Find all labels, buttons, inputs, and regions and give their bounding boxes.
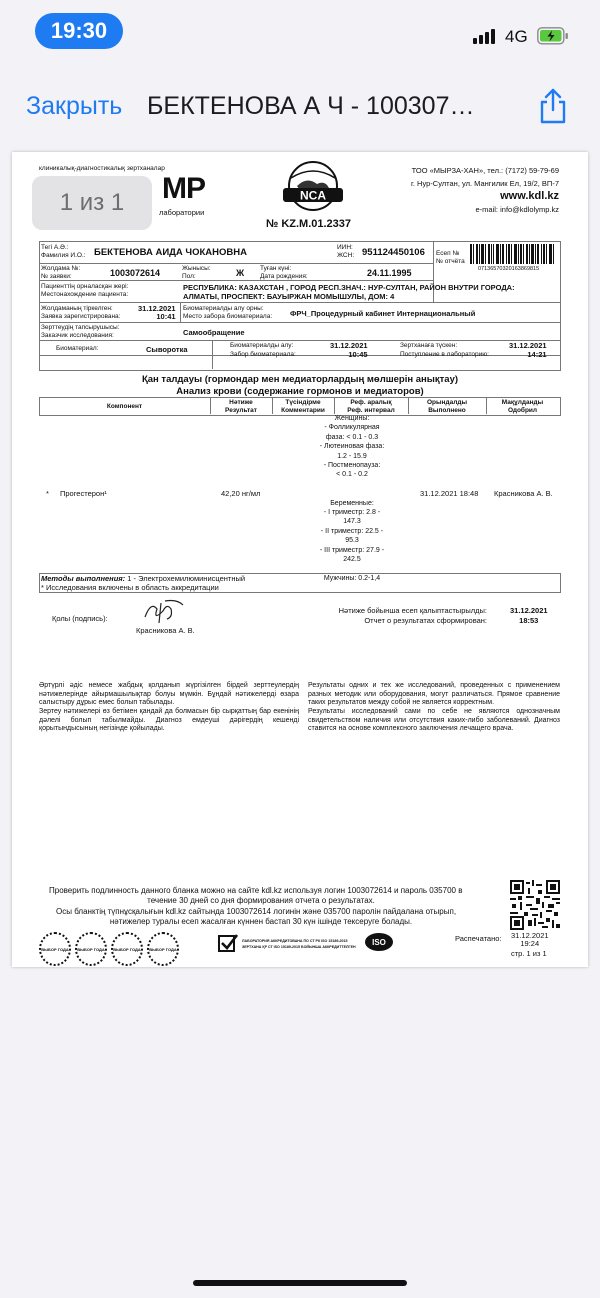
received-datetime: 31.12.2021 14:21: [509, 341, 547, 359]
reference-line: - Постменопауза:: [323, 462, 381, 470]
disclaimer-kz-1: Әртүрлі әдіс немесе жабдық қолданып жүргізілген бірдей зерттеулердің нәтижелерінде айырмашылықтар болуы мүмкін. Бұндай нәтижелерді өзара салыстыру дұрыс емес болып табылады.: [39, 682, 299, 707]
reference-line: - III триместр: 27.9 -: [319, 546, 385, 554]
award-badge-icon: ВЫБОР ГОДА: [147, 932, 179, 966]
document-page: [12, 152, 588, 967]
registered-datetime: 31.12.2021 10:41: [138, 304, 176, 321]
row-done: 31.12.2021 18:48: [420, 489, 479, 498]
verify-ru-line2: течение 30 дней со дня формирования отчета о результатах.: [147, 896, 375, 905]
reference-line: Мужчины: 0.2-1,4: [323, 574, 381, 582]
disclaimer-ru-2: Результаты исследований сами по себе не являются однозначным свидетельством наличия или отсутствия каких-либо заболеваний. Диагноз ставится на основе комплексного заключения лечащего врача.: [308, 708, 560, 733]
collection-place: ФРЧ_Процедурный кабинет Интернациональный: [290, 309, 476, 318]
nca-logo-text: NCA: [300, 188, 326, 203]
accreditation-statement: ЛАБОРАТОРИЯ АККРЕДИТОВАНА ПО СТ РК ISO 15189-2015 ЗЕРТХАНА ҚР СТ ISO 15189-2015 БОЙЫНША АККРЕДИТТЕЛГЕН: [242, 939, 356, 949]
signer-name: Красникова А. В.: [136, 626, 195, 635]
col-approved: Мақұлданды Одобрил: [501, 399, 544, 414]
reference-line: 147.3: [343, 518, 361, 526]
reference-line: - II триместр: 22.5 -: [320, 527, 384, 535]
biomaterial-label: Биоматериал:: [56, 345, 99, 352]
document-viewer[interactable]: [0, 140, 600, 1298]
patient-iin: 951124450106: [362, 247, 425, 258]
accreditation-note: * Исследования включены в область аккредитации: [41, 583, 219, 592]
reference-line: - Фолликулярная: [324, 424, 380, 432]
report-formed-datetime: 31.12.2021 18:53: [510, 606, 548, 625]
award-badge-icon: ВЫБОР ГОДА: [75, 932, 107, 966]
barcode-number: 0713657032016386​9815: [478, 266, 540, 272]
reference-line: Беременные:: [330, 499, 374, 507]
company-line: ТОО «МЫРЗА-ХАН», тел.: (7172) 59-79-69: [411, 166, 559, 175]
page-indicator: 1 из 1: [32, 176, 152, 230]
verify-kz-line2: нәтижелер туралы есеп жасалған күннен бастап 30 күн ішінде тексеруге болады.: [109, 917, 413, 926]
reference-line: фаза: < 0.1 - 0.3: [325, 433, 379, 441]
iso-logo-icon: ISO: [365, 933, 393, 951]
verify-kz-line1: Осы бланктің түпнұсқалығын kdl.kz сайтында 1003072614 логинін және 035700 паролін пайдалана отырып,: [56, 907, 457, 916]
close-button[interactable]: Закрыть: [26, 92, 123, 120]
company-address: г. Нур-Султан, ул. Мангилик Ел, 19/2, ВП-7: [411, 179, 559, 188]
printed-datetime: 31.12.2021 19:24: [511, 931, 549, 949]
col-comment: Түсіндірме Комментарии: [281, 399, 325, 414]
verify-ru-line1: Проверить подлинность данного бланка можно на сайте kdl.kz используя логин 1003072614 и пароль 035700 в: [49, 886, 463, 895]
col-component: Компонент: [106, 403, 143, 410]
reference-line: < 0.1 - 0.2: [336, 471, 368, 479]
navigation-bar: [0, 70, 600, 140]
company-website: www.kdl.kz: [500, 190, 559, 202]
lab-name-kz: клиникалық-диагностикалық зертханалар: [39, 165, 165, 172]
signature-icon: [137, 597, 187, 625]
report-number-label: Есеп № № отчёта: [436, 250, 465, 265]
row-approved: Красникова А. В.: [494, 489, 553, 498]
cellular-signal-icon: [473, 29, 495, 44]
checkbox-mark-icon: [218, 933, 238, 953]
award-badge-icon: ВЫБОР ГОДА: [111, 932, 143, 966]
barcode-icon: [470, 244, 556, 264]
row-reference: [304, 414, 400, 583]
customer-label: Зерттеудің тапсырушысы: Заказчик исследования:: [41, 324, 120, 339]
disclaimer-ru-1: Результаты одних и тех же исследований, проведенных с применением разных методик или оборудования, могут различаться. Прямое сравнение таких результатов между собой не является корректным.: [308, 682, 560, 707]
reference-line: - Лютеиновая фаза:: [319, 443, 385, 451]
biomaterial: Сыворотка: [146, 345, 188, 354]
network-type: 4G: [505, 27, 528, 46]
reference-line: 95.3: [345, 537, 359, 545]
page-info: стр. 1 из 1: [511, 949, 547, 958]
location-label: Пациенттің орналасқан жері: Местонахождение пациента:: [41, 283, 129, 298]
lab-name-ru: лаборатории: [159, 208, 205, 217]
collect-datetime: 31.12.2021 10:45: [330, 341, 368, 359]
row-bullet: *: [46, 489, 49, 498]
reference-line: [304, 489, 400, 498]
status-bar: [0, 0, 600, 64]
signature-label: Қолы (подпись):: [52, 614, 108, 623]
col-reference: Реф. аралық Реф. интервал: [347, 399, 395, 414]
col-result: Нәтиже Результат: [225, 399, 257, 414]
iin-label: ИИН: ЖСН:: [337, 244, 355, 259]
reference-line: 242.5: [343, 556, 361, 564]
disclaimer-kz-2: Зертеу нәтижелері өз бетімен қандай да болмасын бір сырқаттың бар екенінің дәлелі болып табылмайды. Диагноз емдеуші дәрігердің кешенді қорытындысының негізінде қойылады.: [39, 708, 299, 733]
company-email: e-mail: info@kdlolymp.kz: [475, 205, 559, 214]
reference-line: [304, 480, 400, 489]
accreditation-number: № KZ.M.01.2337: [266, 218, 352, 230]
reference-line: - I триместр: 2.8 -: [323, 509, 381, 517]
qr-code-icon: [510, 880, 560, 930]
sex-label: Жынысы: Пол:: [182, 265, 211, 280]
col-done: Орындалды Выполнено: [426, 399, 468, 414]
status-time[interactable]: 19:30: [35, 13, 123, 49]
birth-label: Туған күні: Дата рождения:: [260, 265, 308, 280]
printed-label: Распечатано:: [455, 934, 502, 943]
report-formed-label: Нәтиже бойынша есеп қалыптастырылды: Отчет о результатах сформирован:: [338, 606, 487, 625]
analysis-title-ru: Анализ крови (содержание гормонов и медиаторов): [176, 386, 424, 397]
reference-line: Женщины:: [334, 415, 370, 422]
row-result: 42,20 нг/мл: [221, 489, 261, 498]
surname-label: Тегі А.Ә.: Фамилия И.О.:: [41, 244, 86, 259]
nca-logo-icon: [277, 160, 349, 216]
battery-icon: [537, 27, 569, 45]
home-indicator[interactable]: [193, 1280, 407, 1286]
document-title: БЕКТЕНОВА А Ч - 100307…: [147, 92, 475, 120]
collect-label: Биоматериалды алу: Забор биоматериала:: [230, 342, 296, 358]
order-label: Жолдама №: № заявки:: [41, 265, 81, 280]
lab-logo: MP: [162, 172, 205, 205]
patient-name: БЕКТЕНОВА АИДА ЧОКАНОВНА: [94, 247, 247, 258]
award-badge-icon: ВЫБОР ГОДА: [39, 932, 71, 966]
row-component: Прогестерон¹: [60, 489, 107, 498]
award-badges: [39, 932, 179, 962]
share-icon[interactable]: [537, 88, 569, 124]
collection-place-label: Биоматериалды алу орны: Место забора биоматериала:: [183, 305, 273, 320]
patient-sex: Ж: [236, 268, 245, 278]
customer: Самообращение: [183, 328, 245, 337]
analysis-title-kz: Қан талдауы (гормондар мен медиаторлардың мөлшерін анықтау): [141, 374, 459, 385]
methods-line: Методы выполнения: 1 - Электрохемилюминисцентный: [41, 574, 246, 583]
registered-label: Жолдаманың тіркелген: Заявка зарегистрирована:: [41, 305, 121, 320]
reference-line: 1.2 - 15.9: [337, 452, 367, 460]
birth-date: 24.11.1995: [367, 268, 412, 278]
received-label: Зертханаға түскен: Поступление в лабораторию:: [400, 342, 489, 358]
order-number: 1003072614: [110, 268, 161, 278]
patient-location: РЕСПУБЛИКА: КАЗАХСТАН , ГОРОД РЕСП.ЗНАЧ.: НУР-СУЛТАН, РАЙОН ВНУТРИ ГОРОДА: АЛМАТЫ, ПРОСПЕКТ: БАУЫРЖАН МОМЫШУЛЫ, ДОМ: 4: [183, 283, 515, 301]
